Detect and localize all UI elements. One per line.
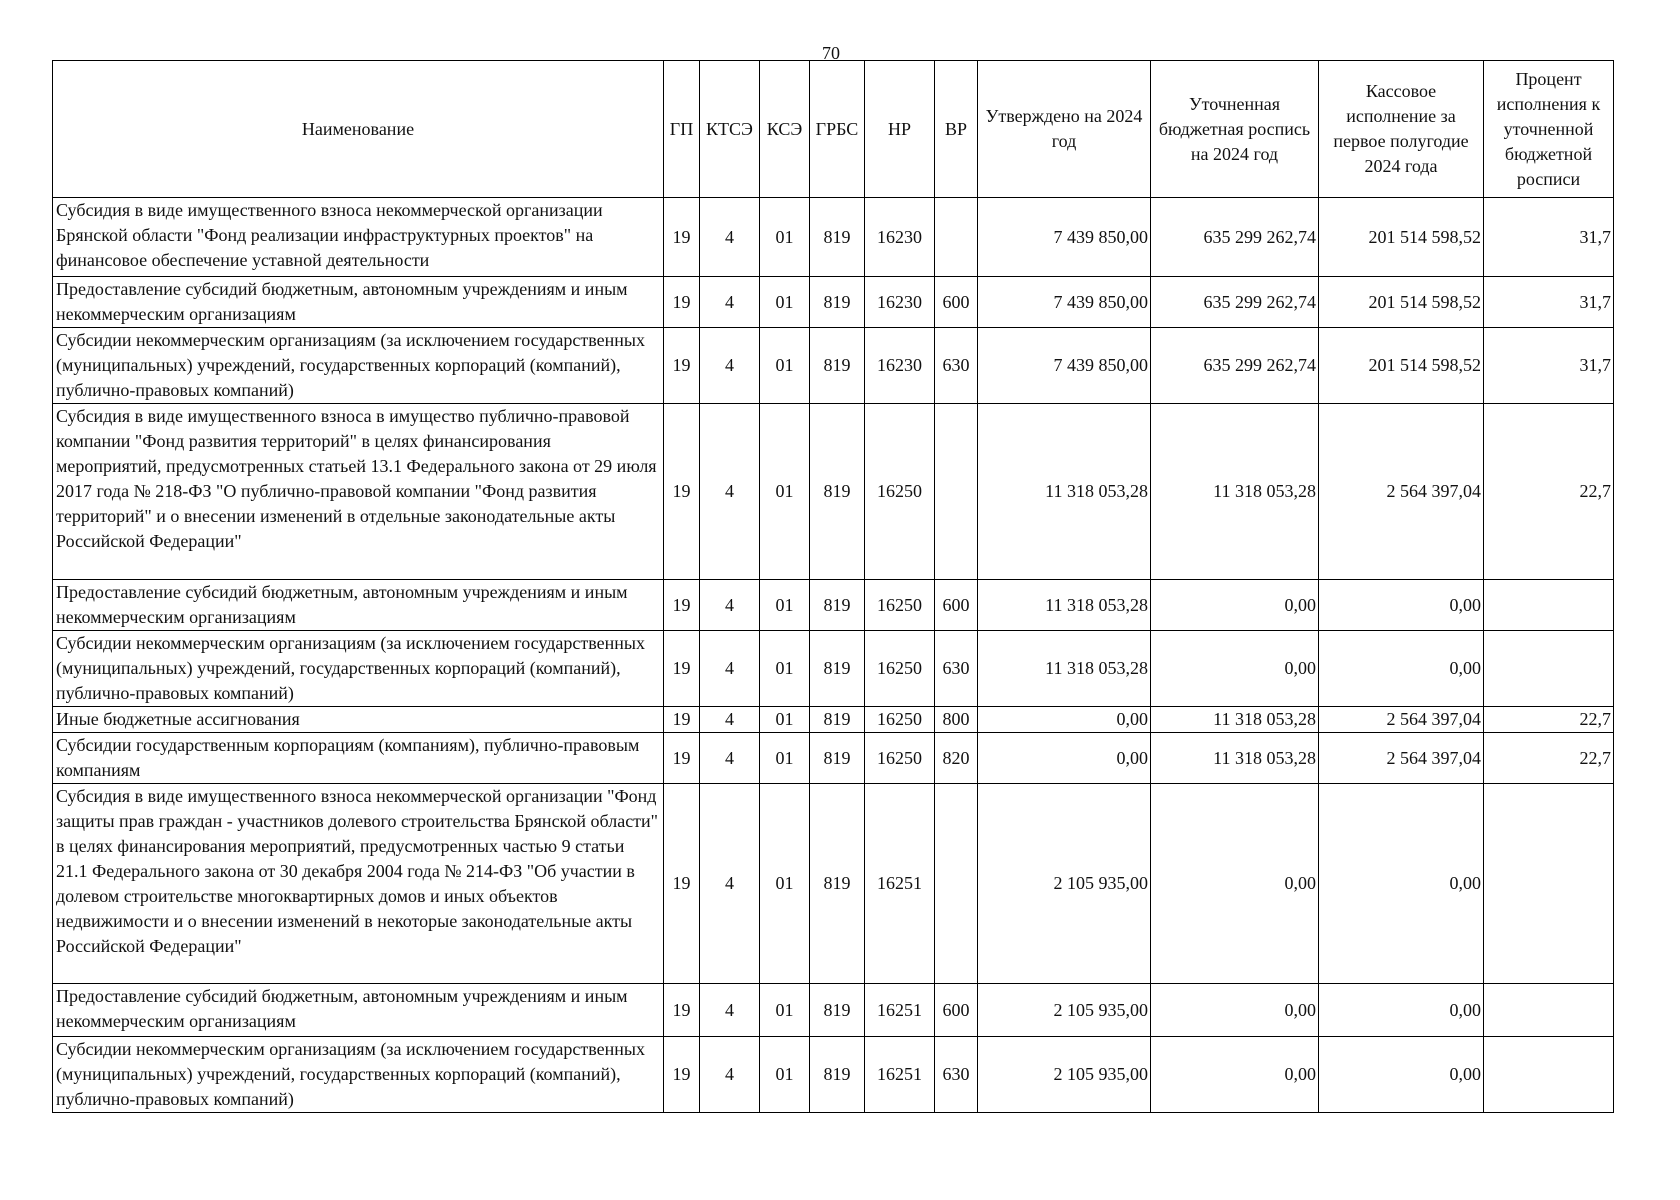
cell-ktse: 4 [700,198,760,277]
cell-refined: 0,00 [1151,1037,1319,1113]
cell-gp: 19 [664,784,700,984]
cell-executed: 0,00 [1319,984,1484,1037]
header-gp: ГП [664,61,700,198]
cell-approved: 0,00 [978,707,1151,733]
cell-refined: 0,00 [1151,631,1319,707]
cell-name: Предоставление субсидий бюджетным, автономным учреждениям и иным некоммерческим организациям [53,277,664,328]
cell-grbs: 819 [810,277,865,328]
table-row [53,733,1614,784]
cell-vr [935,198,978,277]
cell-executed: 0,00 [1319,784,1484,984]
cell-grbs: 819 [810,328,865,404]
cell-executed: 201 514 598,52 [1319,328,1484,404]
cell-ktse: 4 [700,984,760,1037]
cell-nr: 16251 [865,984,935,1037]
cell-kse: 01 [760,198,810,277]
cell-kse: 01 [760,404,810,580]
cell-nr: 16230 [865,198,935,277]
cell-kse: 01 [760,580,810,631]
cell-grbs: 819 [810,707,865,733]
cell-ktse: 4 [700,631,760,707]
header-row [53,61,1614,198]
cell-nr: 16251 [865,1037,935,1113]
cell-percent: 22,7 [1484,707,1614,733]
cell-approved: 7 439 850,00 [978,277,1151,328]
cell-gp: 19 [664,404,700,580]
table-row [53,277,1614,328]
cell-percent [1484,580,1614,631]
cell-executed: 201 514 598,52 [1319,198,1484,277]
cell-grbs: 819 [810,404,865,580]
cell-gp: 19 [664,328,700,404]
cell-grbs: 819 [810,631,865,707]
header-name: Наименование [53,61,664,198]
cell-ktse: 4 [700,328,760,404]
table-row [53,404,1614,580]
cell-approved: 11 318 053,28 [978,580,1151,631]
cell-approved: 7 439 850,00 [978,198,1151,277]
cell-ktse: 4 [700,1037,760,1113]
cell-approved: 11 318 053,28 [978,404,1151,580]
cell-percent: 31,7 [1484,198,1614,277]
cell-approved: 2 105 935,00 [978,984,1151,1037]
cell-grbs: 819 [810,984,865,1037]
cell-percent: 22,7 [1484,404,1614,580]
table-row [53,1037,1614,1113]
cell-vr: 600 [935,580,978,631]
cell-ktse: 4 [700,404,760,580]
cell-vr: 630 [935,328,978,404]
cell-vr: 820 [935,733,978,784]
cell-grbs: 819 [810,580,865,631]
cell-refined: 11 318 053,28 [1151,707,1319,733]
cell-percent [1484,1037,1614,1113]
cell-vr: 800 [935,707,978,733]
cell-executed: 0,00 [1319,580,1484,631]
cell-vr: 600 [935,984,978,1037]
cell-approved: 2 105 935,00 [978,784,1151,984]
cell-name: Иные бюджетные ассигнования [53,707,664,733]
cell-percent [1484,784,1614,984]
cell-refined: 635 299 262,74 [1151,198,1319,277]
cell-executed: 201 514 598,52 [1319,277,1484,328]
cell-gp: 19 [664,733,700,784]
cell-approved: 2 105 935,00 [978,1037,1151,1113]
cell-percent: 31,7 [1484,328,1614,404]
cell-grbs: 819 [810,784,865,984]
cell-executed: 0,00 [1319,1037,1484,1113]
cell-name: Предоставление субсидий бюджетным, автономным учреждениям и иным некоммерческим организациям [53,984,664,1037]
cell-percent [1484,984,1614,1037]
cell-ktse: 4 [700,707,760,733]
cell-gp: 19 [664,707,700,733]
cell-grbs: 819 [810,733,865,784]
cell-executed: 2 564 397,04 [1319,404,1484,580]
page-number: 70 [822,43,840,63]
table-row [53,984,1614,1037]
header-vr: ВР [935,61,978,198]
cell-kse: 01 [760,277,810,328]
cell-ktse: 4 [700,277,760,328]
cell-name: Субсидии некоммерческим организациям (за исключением государственных (муниципальных) учреждений, государственных корпораций (компаний), публично-правовых компаний) [53,328,664,404]
table-body [53,198,1614,1113]
cell-grbs: 819 [810,1037,865,1113]
cell-vr: 630 [935,631,978,707]
header-approved: Утверждено на 2024 год [978,61,1151,198]
cell-kse: 01 [760,784,810,984]
cell-gp: 19 [664,631,700,707]
header-refined: Уточненная бюджетная роспись на 2024 год [1151,61,1319,198]
cell-nr: 16250 [865,580,935,631]
cell-refined: 0,00 [1151,984,1319,1037]
cell-kse: 01 [760,328,810,404]
table-row [53,198,1614,277]
cell-nr: 16230 [865,277,935,328]
cell-approved: 11 318 053,28 [978,631,1151,707]
cell-approved: 7 439 850,00 [978,328,1151,404]
budget-table [52,60,1614,1113]
cell-name: Предоставление субсидий бюджетным, автономным учреждениям и иным некоммерческим организациям [53,580,664,631]
table-row [53,631,1614,707]
cell-vr [935,784,978,984]
header-nr: НР [865,61,935,198]
cell-refined: 11 318 053,28 [1151,404,1319,580]
cell-nr: 16250 [865,404,935,580]
cell-approved: 0,00 [978,733,1151,784]
cell-gp: 19 [664,984,700,1037]
cell-refined: 11 318 053,28 [1151,733,1319,784]
cell-vr [935,404,978,580]
cell-name: Субсидия в виде имущественного взноса в имущество публично-правовой компании "Фонд развития территорий" в целях финансирования мероприятий, предусмотренных статьей 13.1 Федерального закона от 29 июля 2017 года № 218-ФЗ "О публично-правовой компании "Фонд развития территорий" и о внесении изменений в отдельные законодательные акты Российской Федерации" [53,404,664,580]
cell-percent [1484,631,1614,707]
header-percent: Процент исполнения к уточненной бюджетной росписи [1484,61,1614,198]
header-kse: КСЭ [760,61,810,198]
cell-vr: 600 [935,277,978,328]
cell-nr: 16230 [865,328,935,404]
cell-nr: 16251 [865,784,935,984]
cell-refined: 635 299 262,74 [1151,277,1319,328]
cell-nr: 16250 [865,707,935,733]
cell-gp: 19 [664,1037,700,1113]
cell-executed: 2 564 397,04 [1319,707,1484,733]
table-row [53,707,1614,733]
cell-percent: 22,7 [1484,733,1614,784]
cell-kse: 01 [760,733,810,784]
header-ktse: КТСЭ [700,61,760,198]
cell-kse: 01 [760,631,810,707]
cell-gp: 19 [664,580,700,631]
cell-gp: 19 [664,277,700,328]
table-row [53,328,1614,404]
cell-refined: 0,00 [1151,784,1319,984]
cell-ktse: 4 [700,580,760,631]
cell-kse: 01 [760,1037,810,1113]
cell-ktse: 4 [700,733,760,784]
cell-refined: 0,00 [1151,580,1319,631]
header-grbs: ГРБС [810,61,865,198]
cell-grbs: 819 [810,198,865,277]
cell-name: Субсидия в виде имущественного взноса некоммерческой организации "Фонд защиты прав граждан - участников долевого строительства Брянской области" в целях финансирования мероприятий, предусмотренных частью 9 статьи 21.1 Федерального закона от 30 декабря 2004 года № 214-ФЗ "Об участии в долевом строительстве многоквартирных домов и иных объектов недвижимости и о внесении изменений в некоторые законодательные акты Российской Федерации" [53,784,664,984]
cell-nr: 16250 [865,631,935,707]
cell-name: Субсидия в виде имущественного взноса некоммерческой организации Брянской области "Фонд реализации инфраструктурных проектов" на финансовое обеспечение уставной деятельности [53,198,664,277]
cell-name: Субсидии некоммерческим организациям (за исключением государственных (муниципальных) учреждений, государственных корпораций (компаний), публично-правовых компаний) [53,631,664,707]
cell-nr: 16250 [865,733,935,784]
cell-refined: 635 299 262,74 [1151,328,1319,404]
header-executed: Кассовое исполнение за первое полугодие 2024 года [1319,61,1484,198]
cell-name: Субсидии государственным корпорациям (компаниям), публично-правовым компаниям [53,733,664,784]
cell-vr: 630 [935,1037,978,1113]
cell-kse: 01 [760,984,810,1037]
table-row [53,784,1614,984]
cell-ktse: 4 [700,784,760,984]
cell-percent: 31,7 [1484,277,1614,328]
cell-executed: 0,00 [1319,631,1484,707]
table-row [53,580,1614,631]
cell-kse: 01 [760,707,810,733]
cell-gp: 19 [664,198,700,277]
cell-executed: 2 564 397,04 [1319,733,1484,784]
cell-name: Субсидии некоммерческим организациям (за исключением государственных (муниципальных) учреждений, государственных корпораций (компаний), публично-правовых компаний) [53,1037,664,1113]
